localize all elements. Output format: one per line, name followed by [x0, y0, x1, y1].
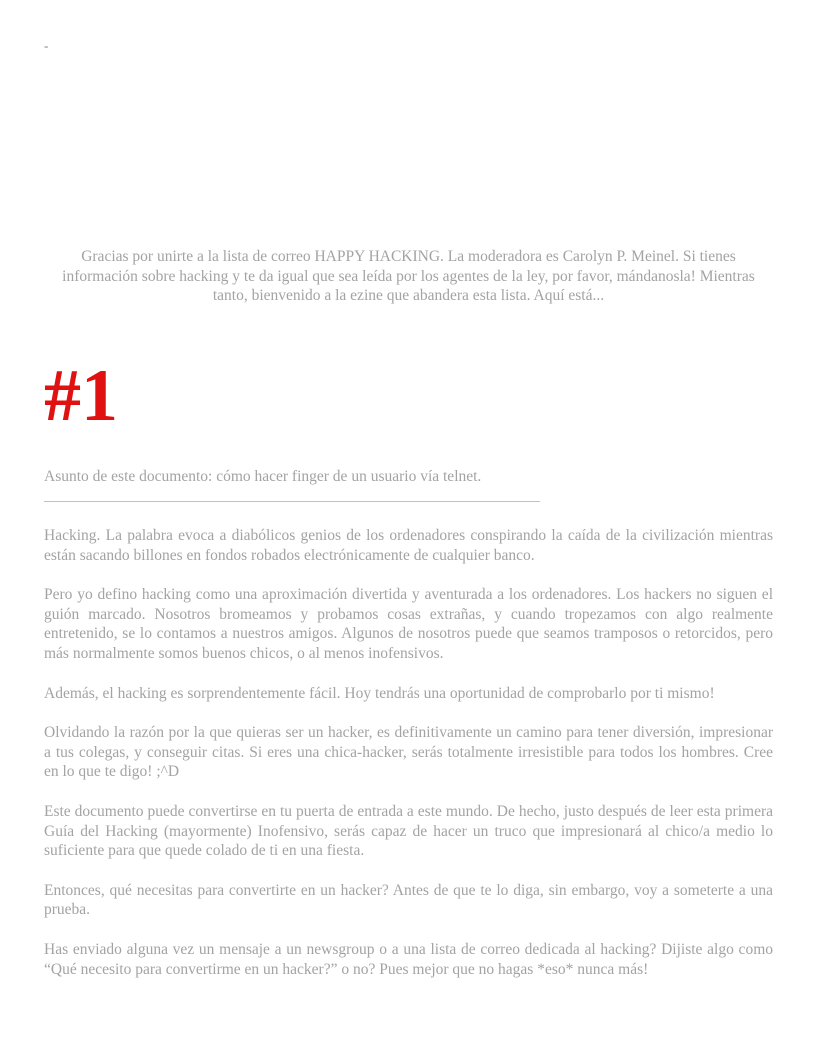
subject-line: Asunto de este documento: cómo hacer finger de un usuario vía telnet. — [44, 467, 482, 485]
page-top-mark: - — [44, 38, 49, 53]
body-paragraph: Este documento puede convertirse en tu puerta de entrada a este mundo. De hecho, justo después de leer esta primera Guía del Hacking (mayormente) Inofensivo, serás capaz de hacer un truco que impresionará al chico/a medio lo suficiente para que quede colado de ti en una fiesta. — [44, 803, 773, 860]
body-paragraph: Olvidando la razón por la que quieras ser un hacker, es definitivamente un camino para tener diversión, impresionar a tus colegas, y conseguir citas. Si eres una chica-hacker, serás totalmente irresistible para todos los hombres. Cree en lo que te digo! ;^D — [44, 724, 773, 781]
body-paragraph: Pero yo defino hacking como una aproximación divertida y aventurada a los ordenadores. Los hackers no siguen el guión marcado. Nosotros bromeamos y probamos cosas extrañas, y cuando tropezamos con algo realmente entretenido, se lo contamos a nuestros amigos. Algunos de nosotros puede que seamos tramposos o retorcidos, pero más normalmente somos buenos chicos, o al menos inofensivos. — [44, 586, 773, 663]
body-paragraph: Entonces, qué necesitas para convertirte en un hacker? Antes de que te lo diga, sin embargo, voy a someterte a una prueba. — [44, 881, 773, 919]
issue-number-heading: #1 — [44, 354, 118, 437]
body-paragraph: Además, el hacking es sorprendentemente fácil. Hoy tendrás una oportunidad de comprobarlo por ti mismo! — [44, 684, 715, 702]
body-paragraph: Hacking. La palabra evoca a diabólicos genios de los ordenadores conspirando la caída de la civilización mientras están sacando billones en fondos robados electrónicamente de cualquier banco. — [44, 527, 773, 564]
body-paragraph: Has enviado alguna vez un mensaje a un newsgroup o a una lista de correo dedicada al hacking? Dijiste algo como “Qué necesito para convertirme en un hacker?” o no? Pues mejor que no hagas *eso* nunca más! — [44, 940, 773, 978]
separator-line: ________________________________________________________________ — [44, 487, 540, 505]
intro-paragraph: Gracias por unirte a la lista de correo HAPPY HACKING. La moderadora es Carolyn P. Meinel. Si tienes información sobre hacking y te da igual que sea leída por los agentes de la ley, por favor, mándanosla! Mientras tanto, bienvenido a la ezine que abandera esta lista. Aquí está... — [62, 248, 755, 305]
